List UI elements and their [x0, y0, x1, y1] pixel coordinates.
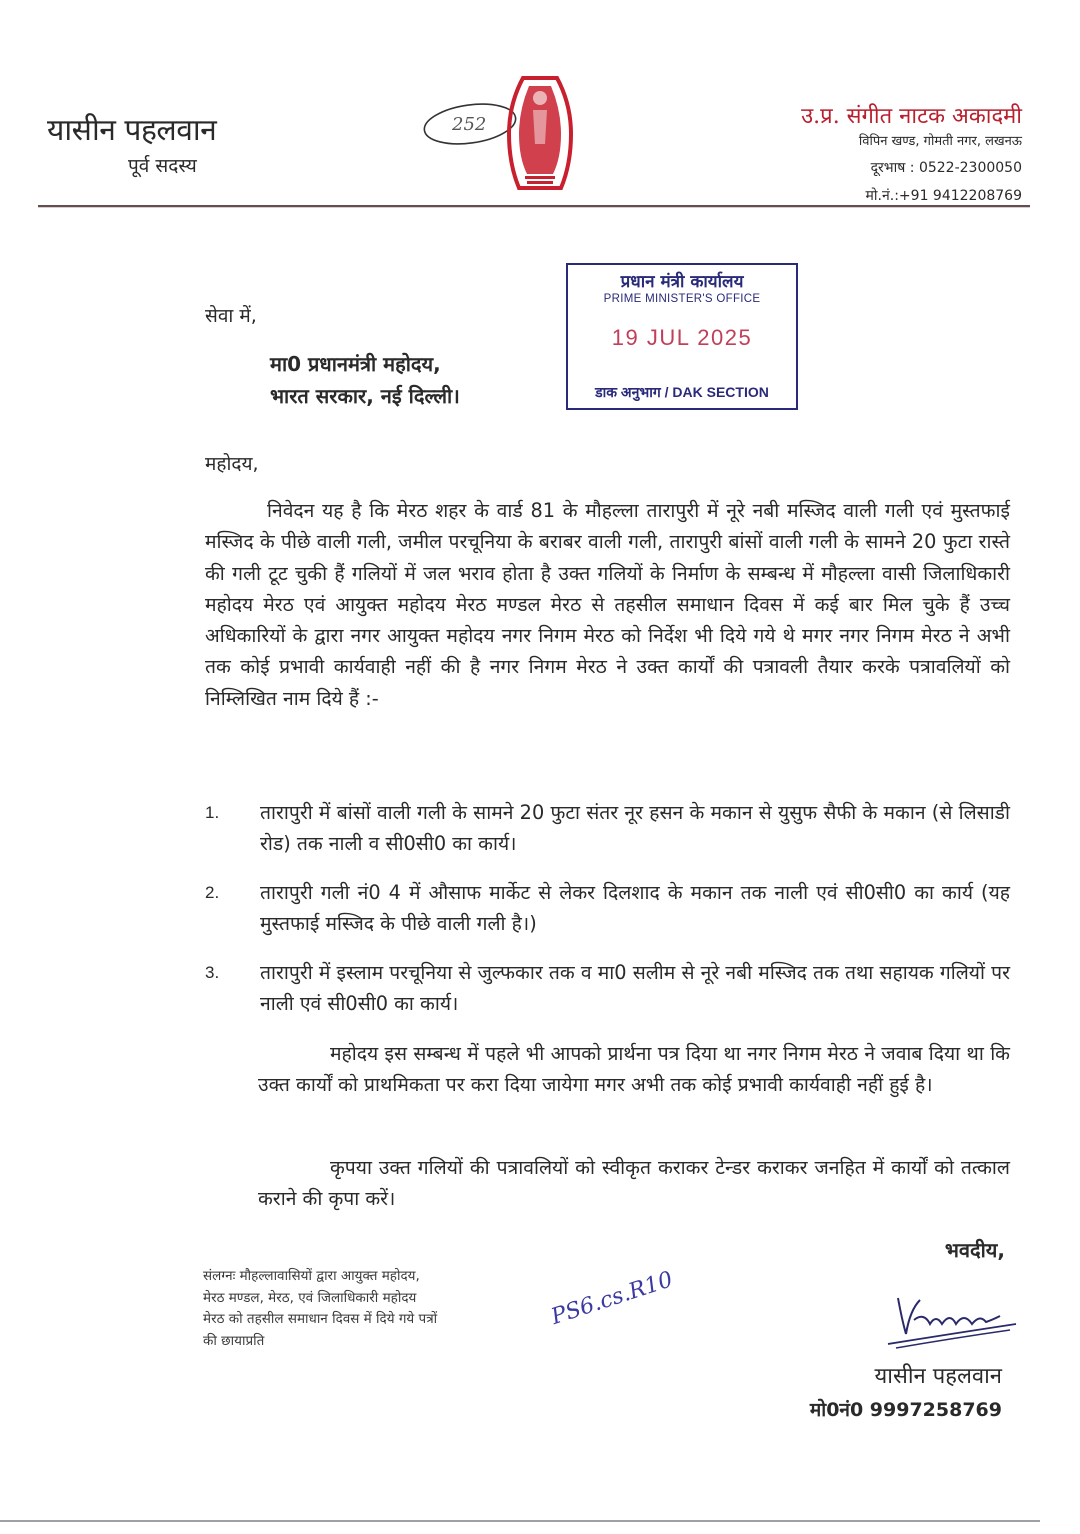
- list-item-text: तारापुरी में इस्लाम परचूनिया से जुल्फकार तक व मा0 सलीम से नूरे नबी मस्जिद तक तथा सहायक गलियों पर नाली एवं सी0सी0 का कार्य।: [260, 961, 1010, 1015]
- enclosure-line: मेरठ मण्डल, मेरठ, एवं जिलाधिकारी महोदय: [203, 1289, 417, 1306]
- stamp-section: डाक अनुभाग / DAK SECTION: [595, 384, 769, 400]
- list-item-number: 2.: [205, 883, 220, 902]
- greeting: महोदय,: [205, 453, 259, 475]
- body-paragraph-2: महोदय इस सम्बन्ध में पहले भी आपको प्रार्थना पत्र दिया था नगर निगम मेरठ ने जवाब दिया था कि उक्त कार्यों को प्राथमिकता पर करा दिया जायेगा मगर अभी तक कोई प्रभावी कार्यवाही नहीं हुई है।: [258, 1042, 1010, 1097]
- stamp-title-hindi: प्रधान मंत्री कार्यालय: [620, 272, 744, 292]
- stamp-title-english: PRIME MINISTER'S OFFICE: [603, 293, 761, 305]
- list-item-number: 1.: [205, 803, 220, 822]
- recipient-line-2: भारत सरकार, नई दिल्ली।: [270, 384, 460, 408]
- enclosure-line: मेरठ को तहसील समाधान दिवस में दिये गये पत्रों: [203, 1311, 438, 1327]
- handwritten-annotation: PS6.cs.R10: [548, 1267, 676, 1330]
- list-item-number: 3.: [205, 963, 220, 982]
- organization-mobile: मो.नं.:+91 9412208769: [865, 188, 1022, 204]
- sender-name: यासीन पहलवान: [47, 113, 217, 148]
- body-paragraph-1: निवेदन यह है कि मेरठ शहर के वार्ड 81 के मौहल्ला तारापुरी में नूरे नबी मस्जिद वाली गली एवं मुस्तफाई मस्जिद के पीछे वाली गली, जमील परचूनिया के बराबर वाली गली, तारापुरी बांसों वाली गली के सामने 20 फुटा रास्ते की गली टूट चुकी हैं गलियों में जल भराव होता है उक्त गलियों के निर्माण के सम्बन्ध में मौहल्ला वासी जिलाधिकारी महोदय मेरठ एवं आयुक्त महोदय मेरठ मण्डल मेरठ से तहसील समाधान दिवस में कई बार मिल चुके हैं उच्च अधिकारियों के द्वारा नगर आयुक्त महोदय नगर निगम मेरठ को निर्देश भी दिये गये थे मगर नगर निगम मेरठ ने अभी तक कोई प्रभावी कार्यवाही नहीं की है नगर निगम मेरठ ने उक्त कार्यों की पत्रावली तैयार करके पत्रावलियों को निम्लिखित नाम दिये हैं :-: [205, 499, 1010, 710]
- valediction: भवदीय,: [944, 1238, 1005, 1262]
- pmo-received-stamp: [566, 263, 798, 410]
- organization-name: उ.प्र. संगीत नाटक अकादमी: [801, 104, 1022, 129]
- enclosure-note: [203, 1266, 437, 1352]
- signatory-mobile: मो0नं0 9997258769: [809, 1399, 1002, 1421]
- salutation: सेवा में,: [205, 305, 257, 327]
- enclosure-line: की छायाप्रति: [203, 1332, 265, 1349]
- list-item-text: तारापुरी में बांसों वाली गली के सामने 20 फुटा संतर नूर हसन के मकान से युसुफ सैफी के मकान (से लिसाडी रोड) तक नाली व सी0सी0 का कार्य।: [260, 801, 1010, 855]
- stamp-date: 19 JUL 2025: [611, 325, 753, 350]
- list-item-text: तारापुरी गली नं0 4 में औसाफ मार्केट से लेकर दिलशाद के मकान तक नाली एवं सी0सी0 का कार्य (यह मुस्तफाई मस्जिद के पीछे वाली गली है।): [260, 881, 1010, 935]
- header-divider-accent: [38, 207, 1030, 208]
- signature-icon: [880, 1290, 1020, 1350]
- page-edge-line: [0, 1520, 1040, 1522]
- signatory-name: यासीन पहलवान: [874, 1364, 1002, 1389]
- recipient-line-1: मा0 प्रधानमंत्री महोदय,: [270, 352, 441, 376]
- sender-role: पूर्व सदस्य: [128, 155, 197, 177]
- body-paragraph-3: कृपया उक्त गलियों की पत्रावलियों को स्वीकृत कराकर टेन्डर कराकर जनहित में कार्यों को तत्काल कराने की कृपा करें।: [258, 1156, 1010, 1211]
- organization-phone: दूरभाष : 0522-2300050: [870, 160, 1022, 176]
- enclosure-line: संलग्नः मौहल्लावासियों द्वारा आयुक्त महोदय,: [203, 1268, 420, 1284]
- academy-emblem-icon: [505, 74, 575, 192]
- handwritten-ref-number: 252: [452, 114, 487, 135]
- organization-address: विपिन खण्ड, गोमती नगर, लखनऊ: [858, 134, 1022, 149]
